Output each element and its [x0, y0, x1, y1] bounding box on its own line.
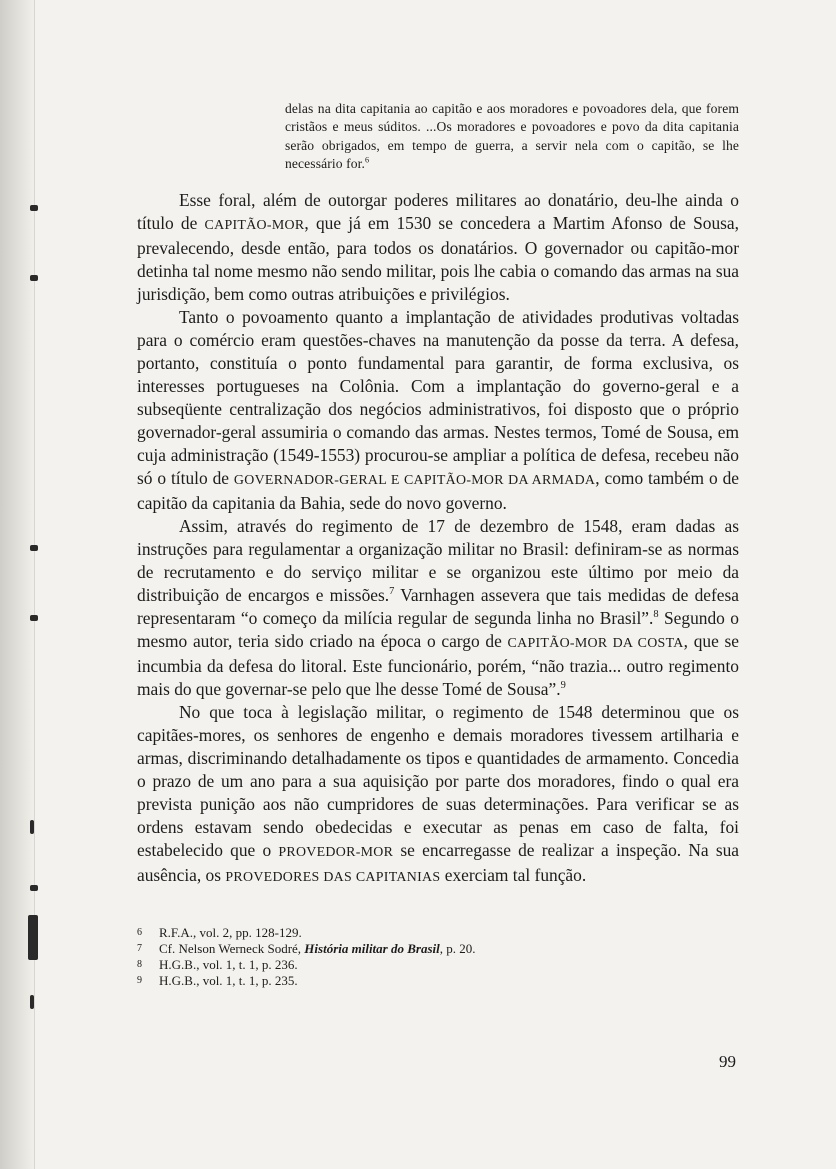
- paragraph-2: [137, 306, 739, 515]
- paragraph-text: Tanto o povoamento quanto a implantação de atividades produtivas voltadas para o comércio eram questões-chaves na manutenção da posse da terra. A defesa, portanto, constituía o ponto fundamental para garantir, de forma exclusiva, os interesses portugueses na Colônia. Com a implantação do governo-geral e a subseqüente centralização dos negócios administrativos, foi disposto que o próprio governador-geral assumiria o comando das armas. Nestes termos, Tomé de Sousa, em cuja administração (1549-1553) procurou-se ampliar a política de defesa, recebeu não só o título de: [137, 306, 739, 488]
- small-caps-term: PROVEDOR-MOR: [278, 844, 394, 860]
- footnote: [137, 941, 739, 957]
- footnote-number: 6: [137, 926, 142, 938]
- footnote: [137, 957, 739, 973]
- footnote-number: 9: [137, 974, 142, 986]
- footnotes: [137, 925, 739, 989]
- paragraph-4: [137, 701, 739, 889]
- page-number: 99: [719, 1052, 736, 1071]
- footnote-suffix: , p. 20.: [439, 940, 476, 956]
- small-caps-term: GOVERNADOR-GERAL E CAPITÃO-MOR DA ARMADA: [233, 472, 596, 488]
- paragraph-text: Varnhagen assevera que tais medidas de defesa representaram “o começo da milícia regular de segunda linha no Brasil”.: [137, 584, 739, 628]
- paragraph-1: [137, 189, 739, 306]
- footnote-text: H.G.B., vol. 1, t. 1, p. 235.: [159, 972, 298, 988]
- body-text: [137, 189, 739, 889]
- text-column: [137, 100, 739, 989]
- paragraph-text: Esse foral, além de outorgar poderes militares ao donatário, deu-lhe ainda o título de: [137, 189, 739, 233]
- binding-mark: [30, 205, 38, 211]
- footnote-number: 7: [137, 942, 142, 954]
- footnote: [137, 973, 739, 989]
- footnote-ref: 9: [560, 679, 566, 691]
- binding-edge: [0, 0, 35, 1169]
- footnote: [137, 925, 739, 941]
- binding-mark: [28, 915, 38, 960]
- footnote-prefix: Cf. Nelson Werneck Sodré,: [159, 940, 305, 956]
- paragraph-text: , como também o de capitão da capitania da Bahia, sede do novo governo.: [137, 467, 739, 513]
- paragraph-text: Assim, através do regimento de 17 de dezembro de 1548, eram dadas as instruções para regulamentar a organização militar no Brasil: definiram-se as normas de recrutamento e do serviço militar e se organizou este último por meio da distribuição de encargos e missões.: [137, 515, 739, 605]
- footnote-ref: 8: [653, 608, 659, 620]
- small-caps-term: CAPITÃO-MOR: [204, 217, 305, 233]
- paragraph-text: se encarregasse de realizar a inspeção. Na sua ausência, os: [137, 839, 739, 885]
- footnote-text: R.F.A., vol. 2, pp. 128-129.: [159, 924, 302, 940]
- binding-mark: [30, 885, 38, 891]
- paragraph-text: , que já em 1530 se concedera a Martim Afonso de Sousa, prevalecendo, desde então, para todos os donatários. O governador ou capitão-mor detinha tal nome mesmo não sendo militar, pois lhe cabia o comando das armas na sua jurisdição, bem como outras atribuições e privilégios.: [137, 212, 740, 304]
- footnote-number: 8: [137, 958, 142, 970]
- binding-mark: [30, 820, 34, 834]
- small-caps-term: CAPITÃO-MOR DA COSTA: [507, 635, 684, 651]
- footnote-ref: 7: [389, 585, 395, 597]
- block-quote-text: delas na dita capitania ao capitão e aos moradores e povoadores dela, que forem cristãos e meus súditos. ...Os moradores e povoadores e povo da dita capitania serão obrigados, em tempo de guerra, a servir nela com o capitão, se lhe necessário for.: [285, 101, 739, 172]
- paragraph-text: exerciam tal função.: [440, 864, 587, 885]
- block-quote: [285, 100, 739, 174]
- binding-mark: [30, 275, 38, 281]
- footnote-text: H.G.B., vol. 1, t. 1, p. 236.: [159, 956, 298, 972]
- paragraph-text: Segundo o mesmo autor, teria sido criado na época o cargo de: [137, 607, 739, 651]
- small-caps-term: PROVEDORES DAS CAPITANIAS: [225, 869, 441, 885]
- binding-mark: [30, 995, 34, 1009]
- footnote-book-title: História militar do Brasil: [304, 940, 440, 956]
- binding-mark: [30, 545, 38, 551]
- binding-mark: [30, 615, 38, 621]
- footnote-text: [159, 941, 739, 957]
- paragraph-3: [137, 515, 739, 701]
- footnote-ref: 6: [365, 155, 370, 165]
- paragraph-text: No que toca à legislação militar, o regimento de 1548 determinou que os capitães-mores, os senhores de engenho e demais moradores tivessem artilharia e armas, discriminando detalhadamente os tipos e quantidades de armamento. Concedia o prazo de um ano para a sua aquisição por parte dos moradores, findo o qual era prevista punição aos não cumpridores de suas determinações. Para verificar se as ordens estavam sendo obedecidas e executar as penas em caso de falta, foi estabelecido que o: [137, 701, 739, 860]
- paragraph-text: , que se incumbia da defesa do litoral. Este funcionário, porém, “não trazia... outro regimento mais do que governar-se pelo que lhe desse Tomé de Sousa”.: [137, 630, 740, 699]
